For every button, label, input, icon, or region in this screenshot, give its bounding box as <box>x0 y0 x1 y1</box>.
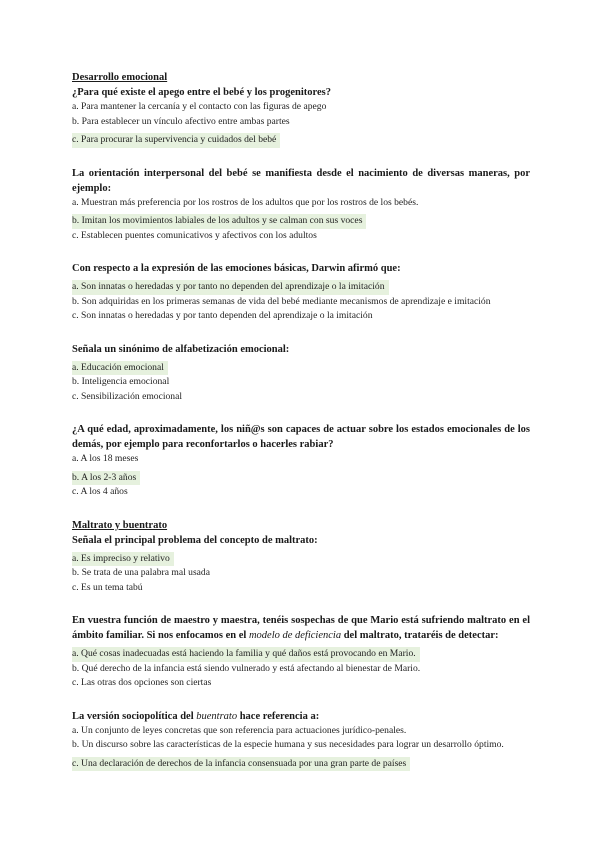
option-b: b. Inteligencia emocional <box>72 376 170 387</box>
question <box>72 533 530 596</box>
option-b-correct: b. A los 2-3 años <box>72 471 140 486</box>
option-a-correct: a. Qué cosas inadecuadas está haciendo la familia y qué daños está provocando en Mario. <box>72 647 420 662</box>
question <box>72 342 530 405</box>
section-title-desarrollo: Desarrollo emocional <box>72 72 168 83</box>
option-c-correct: c. Para procurar la supervivencia y cuidados del bebé <box>72 133 280 148</box>
document-content <box>72 70 530 789</box>
option-c: c. Es un tema tabú <box>72 581 143 593</box>
option-a-correct: a. Es impreciso y relativo <box>72 552 174 567</box>
question <box>72 709 530 772</box>
question <box>72 261 530 324</box>
question-text <box>72 613 530 643</box>
question-text: ¿Para qué existe el apego entre el bebé y los progenitores? <box>72 87 331 98</box>
option-b: b. Qué derecho de la infancia está siendo vulnerado y está afectando al bienestar de Mario. <box>72 662 421 674</box>
section-title-maltrato: Maltrato y buentrato <box>72 519 168 531</box>
option-b: b. Para establecer un vínculo afectivo entre ambas partes <box>72 115 290 127</box>
option-a: a. A los 18 meses <box>72 453 139 464</box>
option-b: b. Son adquiridas en los primeras semanas de vida del bebé mediante mecanismos de aprendizaje e imitación <box>72 295 491 307</box>
option-c: c. Sensibilización emocional <box>72 390 183 402</box>
question-text-italic: buentrato <box>196 710 238 722</box>
question-text-part: La versión sociopolítica del <box>72 710 197 722</box>
option-c: c. A los 4 años <box>72 486 128 497</box>
option-c: c. Establecen puentes comunicativos y afectivos con los adultos <box>72 229 317 241</box>
question-text <box>72 709 530 724</box>
question-text: Señala el principal problema del concepto de maltrato: <box>72 534 318 546</box>
question-text-part: del maltrato, trataréis de detectar: <box>341 630 499 641</box>
question-text: Señala un sinónimo de alfabetización emocional: <box>72 343 290 355</box>
option-a: a. Un conjunto de leyes concretas que son referencia para actuaciones jurídico-penales. <box>72 724 407 736</box>
option-c-correct: c. Una declaración de derechos de la infancia consensuada por una gran parte de países <box>72 757 410 772</box>
question-text: La orientación interpersonal del bebé se manifiesta desde el nacimiento de diversas maneras, por ejemplo: <box>72 167 530 194</box>
option-a-correct: a. Son innatas o heredadas y por tanto no dependen del aprendizaje o la imitación <box>72 280 389 295</box>
option-b-correct: b. Imitan los movimientos labiales de los adultos y se calman con sus voces <box>72 214 366 229</box>
option-b: b. Se trata de una palabra mal usada <box>72 567 210 578</box>
option-c: c. Son innatas o heredadas y por tanto dependen del aprendizaje o la imitación <box>72 310 373 321</box>
question <box>72 422 530 500</box>
option-c: c. Las otras dos opciones son ciertas <box>72 677 212 688</box>
question-text: Con respecto a la expresión de las emociones básicas, Darwin afirmó que: <box>72 263 401 274</box>
question-text-part: hace referencia a: <box>237 710 320 722</box>
option-a-correct: a. Educación emocional <box>72 361 168 376</box>
question-text: ¿A qué edad, aproximadamente, los niñ@s son capaces de actuar sobre los estados emocionales de los demás, por ejemplo para reconfortarlos o hacerles rabiar? <box>72 424 530 450</box>
question-text-part: En vuestra función de maestro y maestra, tenéis sospechas de que Mario está sufriendo maltrato en el ámbito familiar. Si nos enfocamos en el <box>72 615 530 641</box>
question <box>72 613 530 691</box>
question <box>72 85 530 148</box>
option-b: b. Un discurso sobre las características de la especie humana y sus necesidades para lograr un desarrollo óptimo. <box>72 739 504 750</box>
question <box>72 166 530 244</box>
option-a: a. Muestran más preferencia por los rostros de los adultos que por los rostros de los bebés. <box>72 196 419 208</box>
option-a: a. Para mantener la cercanía y el contacto con las figuras de apego <box>72 101 327 112</box>
question-text-italic: modelo de deficiencia <box>248 630 342 641</box>
